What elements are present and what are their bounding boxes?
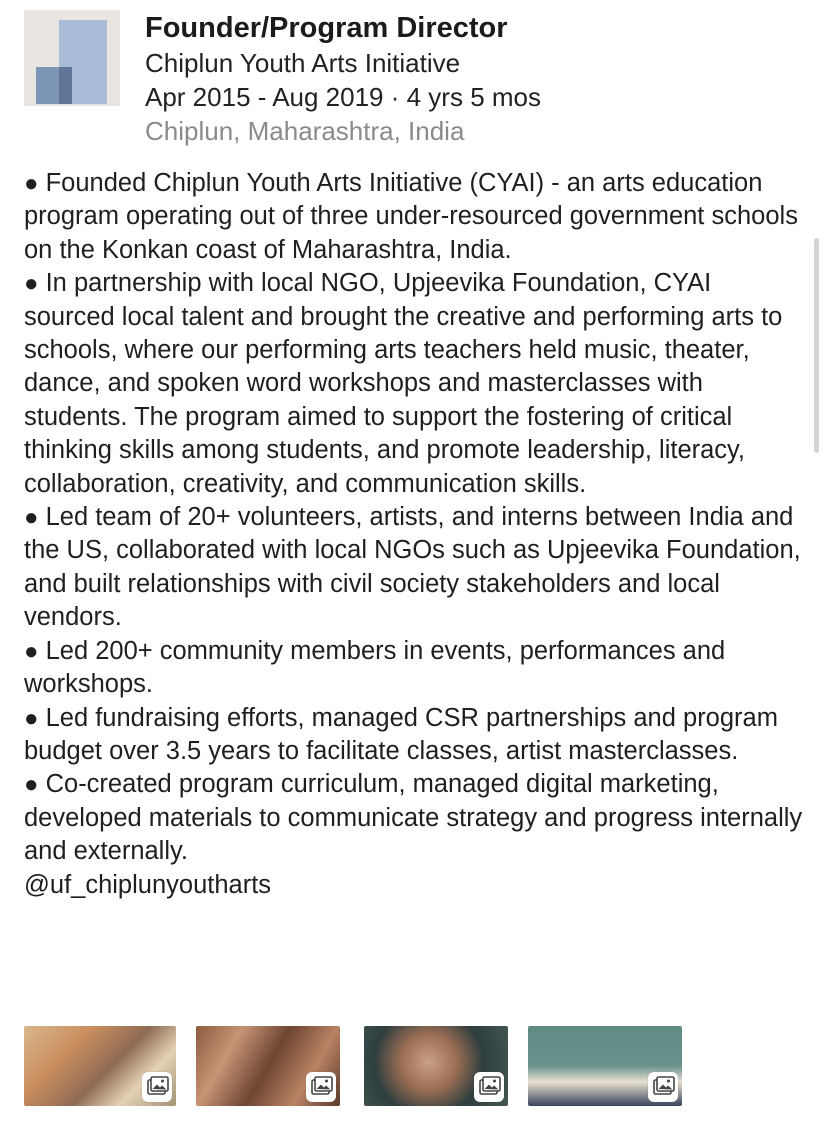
- description-bullet: [24, 167, 809, 267]
- media-thumbnails: [24, 1026, 704, 1106]
- instagram-handle[interactable]: @uf_chiplunyoutharts: [24, 870, 272, 899]
- bullet-dot-icon: ●: [24, 270, 39, 298]
- description-bullet: [24, 768, 809, 868]
- bullet-text: Founded Chiplun Youth Arts Initiative (CYAI) - an arts education program operating out of three under-resourced government schools on the Konkan coast of Maharashtra, India.: [24, 169, 798, 264]
- media-thumbnail[interactable]: [364, 1026, 508, 1106]
- bullet-text: Led 200+ community members in events, performances and workshops.: [24, 636, 726, 699]
- description-bullet: [24, 635, 809, 702]
- employment-dates: Apr 2015 - Aug 2019 · 4 yrs 5 mos: [145, 82, 541, 112]
- bullet-text: Co-created program curriculum, managed digital marketing, developed materials to communicate strategy and progress internally and externally.: [24, 770, 803, 866]
- bullet-dot-icon: ●: [24, 170, 39, 197]
- job-title: Founder/Program Director: [145, 12, 508, 44]
- job-location: Chiplun, Maharashtra, India: [145, 116, 465, 146]
- position-header: [145, 10, 805, 148]
- organization-name[interactable]: Chiplun Youth Arts Initiative: [145, 48, 461, 78]
- media-thumbnail[interactable]: [528, 1026, 682, 1106]
- organization-logo[interactable]: [24, 10, 120, 106]
- scrollbar[interactable]: [814, 238, 819, 453]
- media-thumbnail[interactable]: [24, 1026, 176, 1106]
- position-description: [24, 167, 809, 902]
- logo-shape-overlap: [59, 67, 72, 104]
- bullet-dot-icon: ●: [24, 637, 39, 665]
- bullet-text: Led fundraising efforts, managed CSR partnerships and program budget over 3.5 years to facilitate classes, artist masterclasses.: [24, 703, 778, 765]
- image-icon: [474, 1072, 504, 1102]
- bullet-dot-icon: ●: [24, 704, 39, 732]
- image-icon: [142, 1072, 172, 1102]
- bullet-text: In partnership with local NGO, Upjeevika Foundation, CYAI sourced local talent and brought the creative and performing arts to schools, where our performing arts teachers held music, theater, dance, and spoken word workshops and masterclasses with students. The program aimed to support the fostering of critical thinking skills among students, and promote leadership, literacy, collaboration, creativity, and communication skills.: [24, 269, 783, 498]
- image-icon: [306, 1072, 336, 1102]
- bullet-text: Led team of 20+ volunteers, artists, and interns between India and the US, collaborated with local NGOs such as Upjeevika Foundation, and built relationships with civil society stakeholders and local vendors.: [24, 503, 801, 632]
- bullet-dot-icon: ●: [24, 504, 39, 532]
- description-bullet: [24, 267, 809, 501]
- media-thumbnail[interactable]: [196, 1026, 340, 1106]
- description-bullet: [24, 702, 809, 769]
- image-icon: [648, 1072, 678, 1102]
- bullet-dot-icon: ●: [24, 771, 39, 799]
- description-bullet: [24, 501, 809, 635]
